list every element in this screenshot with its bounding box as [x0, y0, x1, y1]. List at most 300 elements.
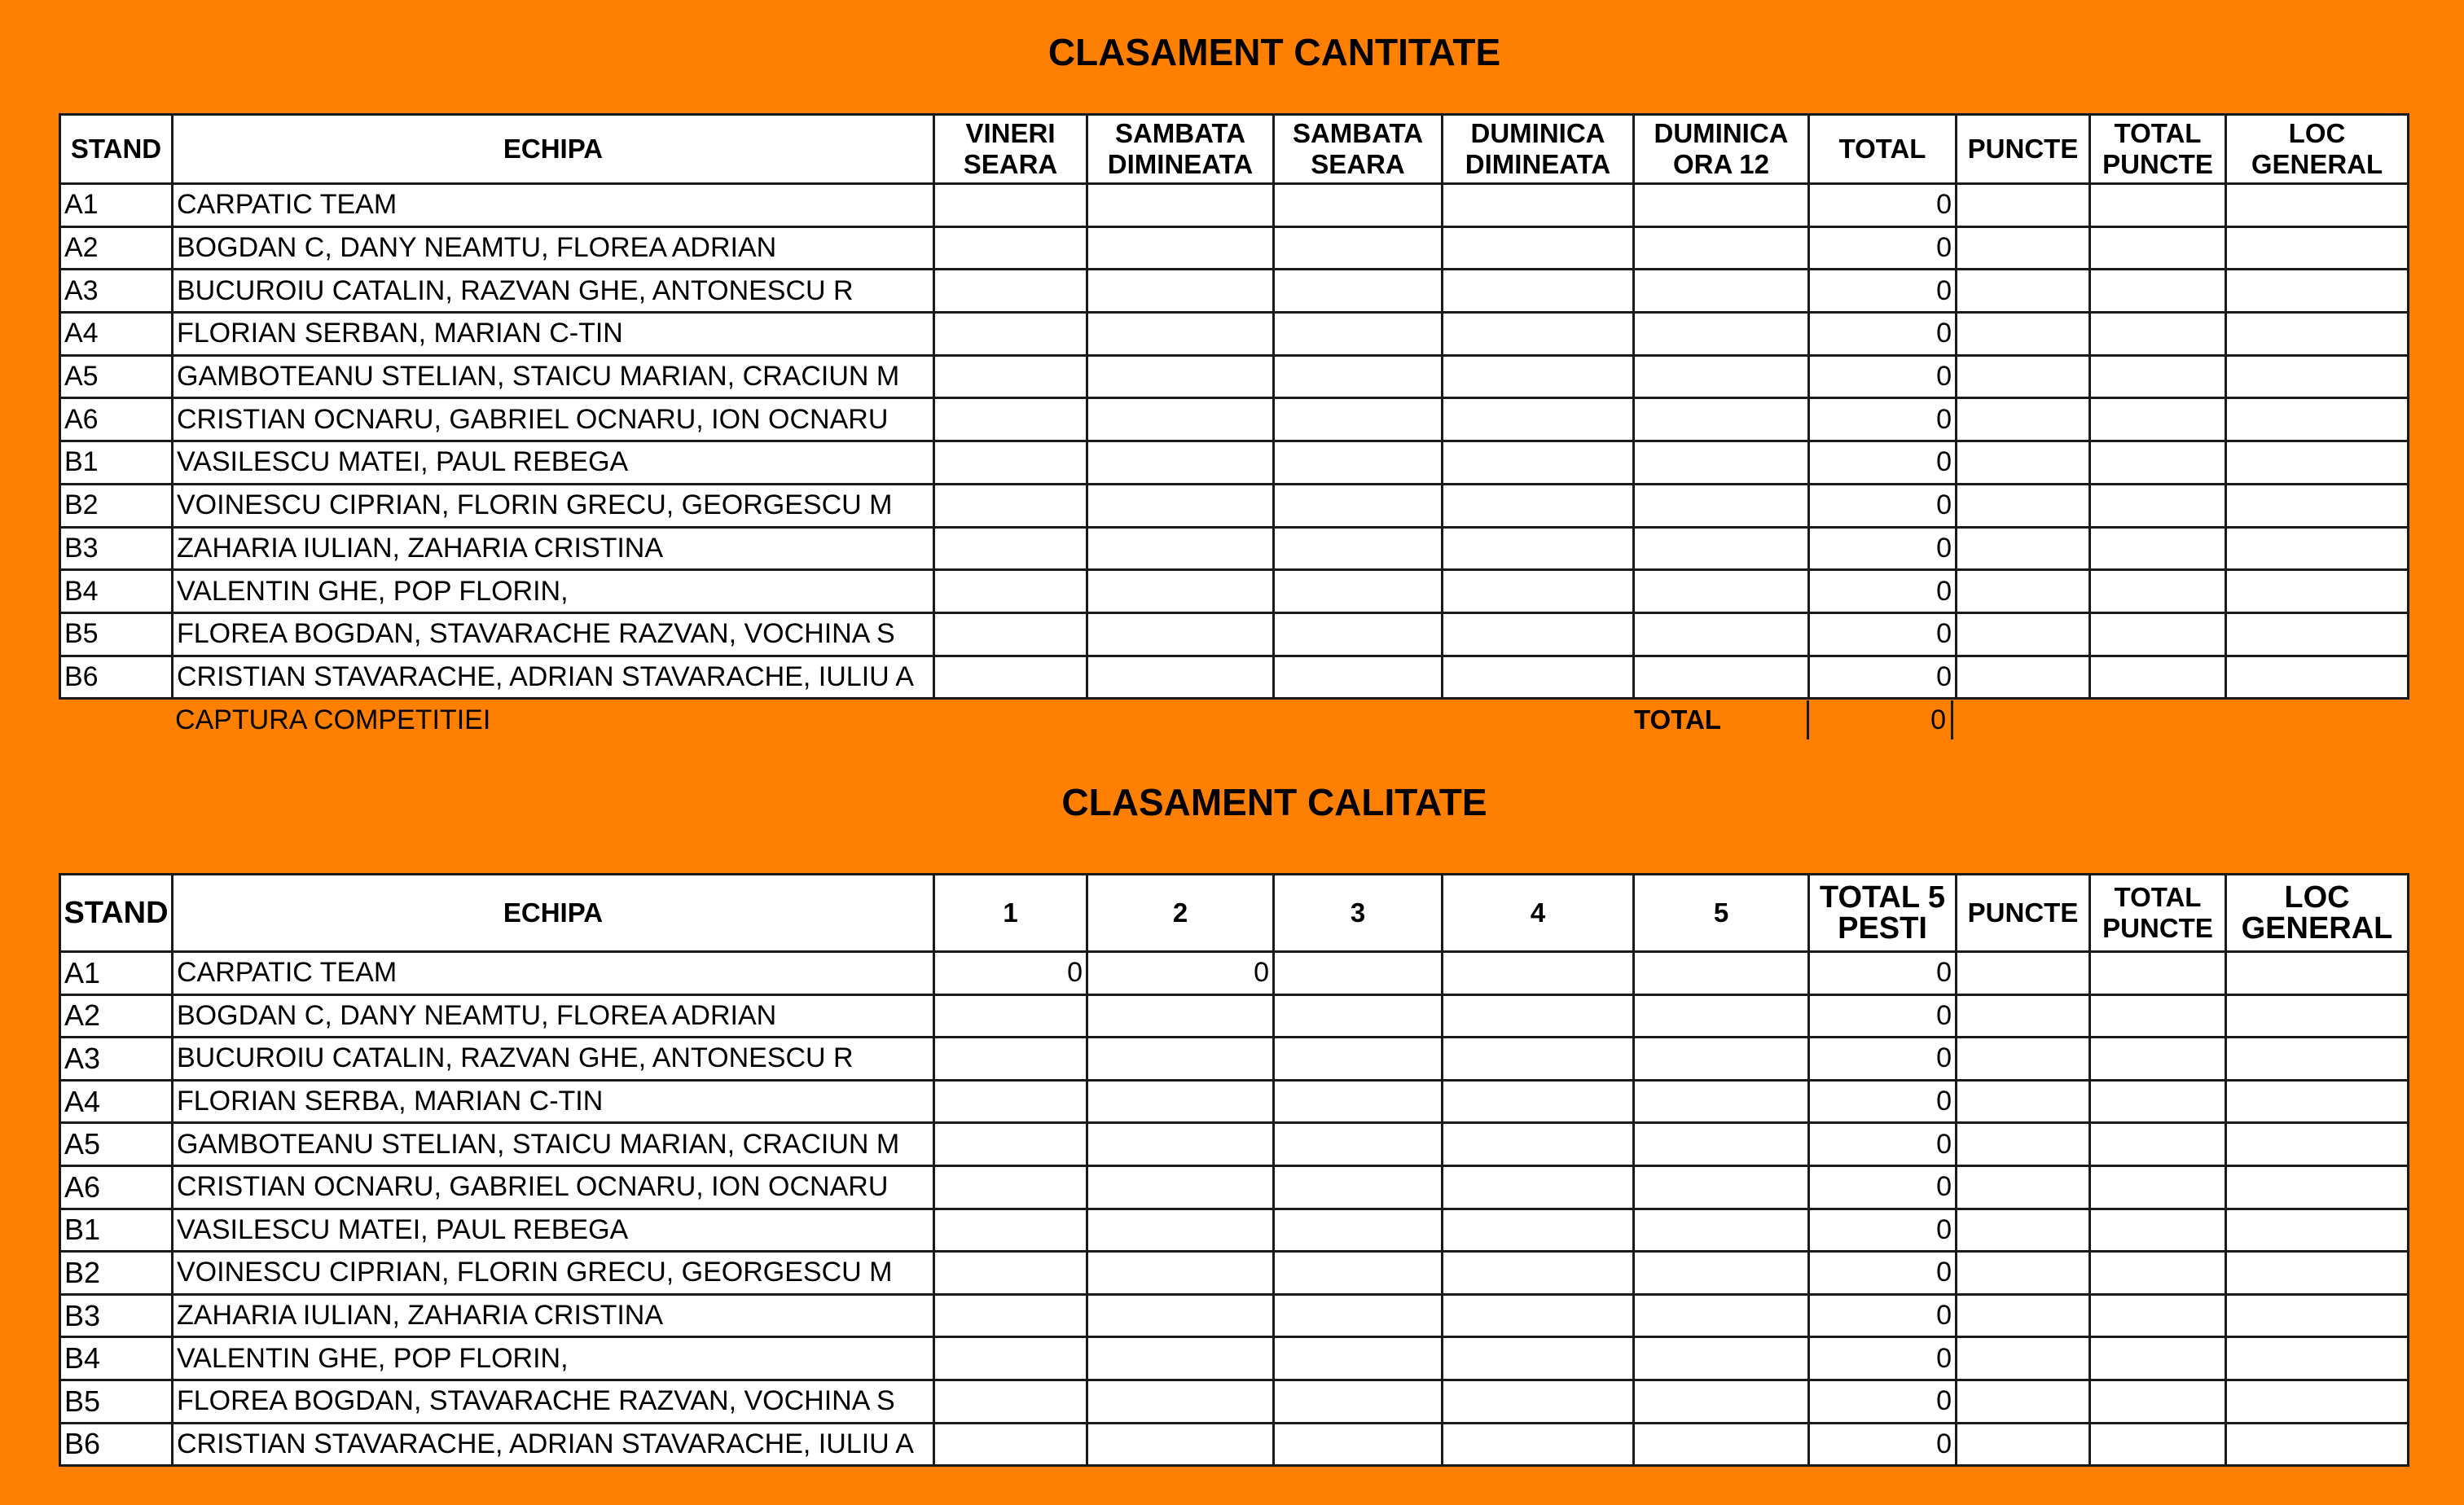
stand-cell: B5 [60, 1380, 173, 1423]
cell-total_points [2090, 1294, 2226, 1337]
cell-sat_evening [1274, 570, 1443, 613]
cell-sat_evening [1274, 184, 1443, 227]
cell-place [2226, 484, 2409, 527]
stand-cell: A3 [60, 270, 173, 313]
cell-total: 0 [1809, 1165, 1957, 1209]
cell-fri_evening [934, 441, 1087, 485]
team-cell: VASILESCU MATEI, PAUL REBEGA [173, 441, 934, 485]
cell-c1 [934, 1209, 1087, 1252]
cell-sun_morning [1443, 313, 1634, 356]
team-cell: BUCUROIU CATALIN, RAZVAN GHE, ANTONESCU R [173, 270, 934, 313]
header-stand: STAND [60, 115, 173, 184]
cell-place [2226, 1252, 2409, 1295]
cell-total_points [2090, 270, 2226, 313]
team-cell: BUCUROIU CATALIN, RAZVAN GHE, ANTONESCU R [173, 1038, 934, 1081]
cell-fri_evening [934, 570, 1087, 613]
cell-sun_morning [1443, 570, 1634, 613]
cell-sun_noon [1634, 656, 1809, 699]
team-cell: ZAHARIA IULIAN, ZAHARIA CRISTINA [173, 527, 934, 570]
team-cell: FLORIAN SERBAN, MARIAN C-TIN [173, 313, 934, 356]
cell-total: 0 [1809, 441, 1957, 485]
team-cell: CRISTIAN OCNARU, GABRIEL OCNARU, ION OCNARU [173, 398, 934, 441]
cell-place [2226, 1380, 2409, 1423]
cell-c4 [1443, 1423, 1634, 1466]
stand-cell: B2 [60, 484, 173, 527]
cell-place [2226, 355, 2409, 398]
cell-total_points [2090, 398, 2226, 441]
header-total: TOTAL [1809, 115, 1957, 184]
cell-total_points [2090, 484, 2226, 527]
cell-c5 [1634, 994, 1809, 1038]
cell-sat_morning [1087, 441, 1274, 485]
cell-sat_evening [1274, 355, 1443, 398]
cell-place [2226, 398, 2409, 441]
cell-total_points [2090, 952, 2226, 995]
header-points: PUNCTE [1957, 115, 2090, 184]
cell-sat_morning [1087, 656, 1274, 699]
cell-total_points [2090, 527, 2226, 570]
cell-place [2226, 570, 2409, 613]
quality-table-body [60, 952, 2409, 1466]
cell-fri_evening [934, 527, 1087, 570]
team-cell: BOGDAN C, DANY NEAMTU, FLOREA ADRIAN [173, 994, 934, 1038]
cell-c2 [1087, 1209, 1274, 1252]
cell-c4 [1443, 1209, 1634, 1252]
cell-c4 [1443, 1337, 1634, 1380]
stand-cell: B3 [60, 1294, 173, 1337]
cell-c2 [1087, 1294, 1274, 1337]
stand-cell: B5 [60, 612, 173, 656]
header-team: ECHIPA [173, 115, 934, 184]
team-cell: BOGDAN C, DANY NEAMTU, FLOREA ADRIAN [173, 226, 934, 270]
stand-cell: A5 [60, 355, 173, 398]
cell-total: 0 [1809, 570, 1957, 613]
cell-points [1957, 484, 2090, 527]
cell-sat_evening [1274, 441, 1443, 485]
table-row [60, 1337, 2409, 1380]
cell-points [1957, 1380, 2090, 1423]
cell-sat_evening [1274, 484, 1443, 527]
cell-place [2226, 1209, 2409, 1252]
cell-total: 0 [1809, 952, 1957, 995]
cell-points [1957, 1165, 2090, 1209]
cell-c3 [1274, 1123, 1443, 1166]
cell-total_points [2090, 1423, 2226, 1466]
cell-c1 [934, 1380, 1087, 1423]
cell-sun_noon [1634, 527, 1809, 570]
cell-place [2226, 226, 2409, 270]
cell-sat_evening [1274, 527, 1443, 570]
cell-c3 [1274, 1252, 1443, 1295]
cell-points [1957, 270, 2090, 313]
cell-c3 [1274, 1294, 1443, 1337]
table-row [60, 612, 2409, 656]
cell-fri_evening [934, 226, 1087, 270]
stand-cell: A6 [60, 1165, 173, 1209]
cell-c1 [934, 1038, 1087, 1081]
stand-cell: A4 [60, 1080, 173, 1123]
cell-sat_evening [1274, 270, 1443, 313]
cell-c5 [1634, 1294, 1809, 1337]
cell-sun_morning [1443, 656, 1634, 699]
team-cell: CRISTIAN STAVARACHE, ADRIAN STAVARACHE, IULIU A [173, 656, 934, 699]
cell-points [1957, 1123, 2090, 1166]
cell-total: 0 [1809, 1337, 1957, 1380]
cell-place [2226, 1038, 2409, 1081]
cell-c1 [934, 1294, 1087, 1337]
stand-cell: A4 [60, 313, 173, 356]
cell-c4 [1443, 952, 1634, 995]
cell-c2 [1087, 1165, 1274, 1209]
cell-total_points [2090, 184, 2226, 227]
stand-cell: A6 [60, 398, 173, 441]
header-overall-place: LOC GENERAL [2226, 115, 2409, 184]
cell-points [1957, 1252, 2090, 1295]
stand-cell: B3 [60, 527, 173, 570]
cell-c5 [1634, 1380, 1809, 1423]
cell-sun_morning [1443, 226, 1634, 270]
team-cell: GAMBOTEANU STELIAN, STAICU MARIAN, CRACIUN M [173, 1123, 934, 1166]
table-header-row [60, 875, 2409, 952]
team-cell: VALENTIN GHE, POP FLORIN, [173, 1337, 934, 1380]
table-row [60, 952, 2409, 995]
stand-cell: B1 [60, 1209, 173, 1252]
cell-fri_evening [934, 656, 1087, 699]
cell-c1: 0 [934, 952, 1087, 995]
cell-total_points [2090, 313, 2226, 356]
cell-total: 0 [1809, 270, 1957, 313]
stand-cell: B6 [60, 1423, 173, 1466]
stand-cell: B6 [60, 656, 173, 699]
table-row [60, 226, 2409, 270]
cell-fri_evening [934, 184, 1087, 227]
cell-c2 [1087, 1038, 1274, 1081]
stand-cell: A3 [60, 1038, 173, 1081]
quality-ranking-title: CLASAMENT CALITATE [1061, 781, 1487, 823]
cell-total_points [2090, 994, 2226, 1038]
stand-cell: A2 [60, 226, 173, 270]
cell-c2 [1087, 994, 1274, 1038]
cell-sat_evening [1274, 398, 1443, 441]
cell-fri_evening [934, 484, 1087, 527]
cell-sun_noon [1634, 612, 1809, 656]
cell-total_points [2090, 355, 2226, 398]
cell-c1 [934, 1165, 1087, 1209]
cell-sat_evening [1274, 656, 1443, 699]
cell-c1 [934, 994, 1087, 1038]
cell-total: 0 [1809, 1423, 1957, 1466]
quality-ranking-table [59, 873, 2409, 1467]
cell-sun_morning [1443, 398, 1634, 441]
cell-c3 [1274, 1209, 1443, 1252]
cell-points [1957, 1209, 2090, 1252]
cell-c2 [1087, 1380, 1274, 1423]
cell-sat_morning [1087, 226, 1274, 270]
cell-c3 [1274, 952, 1443, 995]
cell-sun_morning [1443, 441, 1634, 485]
team-cell: ZAHARIA IULIAN, ZAHARIA CRISTINA [173, 1294, 934, 1337]
cell-c3 [1274, 1337, 1443, 1380]
cell-sun_noon [1634, 270, 1809, 313]
cell-points [1957, 313, 2090, 356]
cell-c3 [1274, 1165, 1443, 1209]
cell-c1 [934, 1080, 1087, 1123]
cell-total: 0 [1809, 226, 1957, 270]
cell-c3 [1274, 1038, 1443, 1081]
cell-points [1957, 184, 2090, 227]
cell-total: 0 [1809, 1209, 1957, 1252]
stand-cell: B2 [60, 1252, 173, 1295]
cell-c5 [1634, 1080, 1809, 1123]
cell-total: 0 [1809, 313, 1957, 356]
cell-total: 0 [1809, 994, 1957, 1038]
team-cell: VALENTIN GHE, POP FLORIN, [173, 570, 934, 613]
cell-total: 0 [1809, 1294, 1957, 1337]
header-sunday-noon: DUMINICA ORA 12 [1634, 115, 1809, 184]
cell-points [1957, 355, 2090, 398]
cell-sun_morning [1443, 612, 1634, 656]
cell-place [2226, 1423, 2409, 1466]
team-cell: GAMBOTEANU STELIAN, STAICU MARIAN, CRACIUN M [173, 355, 934, 398]
cell-fri_evening [934, 355, 1087, 398]
header-fish-2: 2 [1087, 875, 1274, 952]
table-row [60, 313, 2409, 356]
cell-points [1957, 656, 2090, 699]
cell-c2 [1087, 1252, 1274, 1295]
cell-c4 [1443, 1123, 1634, 1166]
cell-c4 [1443, 1380, 1634, 1423]
cell-place [2226, 1294, 2409, 1337]
cell-sun_morning [1443, 484, 1634, 527]
cell-total: 0 [1809, 1080, 1957, 1123]
cell-total: 0 [1809, 398, 1957, 441]
team-cell: CARPATIC TEAM [173, 184, 934, 227]
cell-total_points [2090, 226, 2226, 270]
cell-c4 [1443, 1294, 1634, 1337]
team-cell: CRISTIAN STAVARACHE, ADRIAN STAVARACHE, IULIU A [173, 1423, 934, 1466]
table-header-row [60, 115, 2409, 184]
cell-sat_morning [1087, 612, 1274, 656]
table-row [60, 270, 2409, 313]
stand-cell: A5 [60, 1123, 173, 1166]
table-row [60, 994, 2409, 1038]
header-sunday-morning: DUMINICA DIMINEATA [1443, 115, 1634, 184]
table-row [60, 184, 2409, 227]
table-row [60, 1038, 2409, 1081]
stand-cell: B1 [60, 441, 173, 485]
table-row [60, 570, 2409, 613]
cell-c1 [934, 1337, 1087, 1380]
header-total-points: TOTAL PUNCTE [2090, 875, 2226, 952]
cell-place [2226, 184, 2409, 227]
team-cell: VOINESCU CIPRIAN, FLORIN GRECU, GEORGESCU M [173, 484, 934, 527]
header-fish-5: 5 [1634, 875, 1809, 952]
team-cell: FLORIAN SERBA, MARIAN C-TIN [173, 1080, 934, 1123]
quantity-table-body [60, 184, 2409, 699]
cell-sat_evening [1274, 612, 1443, 656]
cell-sat_evening [1274, 313, 1443, 356]
header-fish-3: 3 [1274, 875, 1443, 952]
cell-sat_morning [1087, 570, 1274, 613]
cell-c1 [934, 1252, 1087, 1295]
competition-total-label: TOTAL [1634, 704, 1721, 735]
table-row [60, 1252, 2409, 1295]
cell-c2 [1087, 1080, 1274, 1123]
cell-c3 [1274, 1080, 1443, 1123]
stand-cell: A1 [60, 184, 173, 227]
cell-sat_morning [1087, 270, 1274, 313]
cell-c5 [1634, 1123, 1809, 1166]
competition-total-value: 0 [1807, 700, 1953, 739]
cell-c5 [1634, 1209, 1809, 1252]
cell-sat_morning [1087, 313, 1274, 356]
cell-c4 [1443, 1165, 1634, 1209]
header-overall-place: LOC GENERAL [2226, 875, 2409, 952]
table-row [60, 1123, 2409, 1166]
cell-total_points [2090, 612, 2226, 656]
cell-points [1957, 612, 2090, 656]
cell-sun_morning [1443, 270, 1634, 313]
cell-sun_morning [1443, 184, 1634, 227]
cell-total_points [2090, 1038, 2226, 1081]
team-cell: FLOREA BOGDAN, STAVARACHE RAZVAN, VOCHINA S [173, 1380, 934, 1423]
cell-points [1957, 1294, 2090, 1337]
cell-c2 [1087, 1423, 1274, 1466]
cell-total_points [2090, 656, 2226, 699]
table-row [60, 441, 2409, 485]
cell-total: 0 [1809, 656, 1957, 699]
table-row [60, 1165, 2409, 1209]
header-fish-4: 4 [1443, 875, 1634, 952]
table-row [60, 1423, 2409, 1466]
cell-sat_morning [1087, 484, 1274, 527]
cell-place [2226, 1123, 2409, 1166]
cell-sat_morning [1087, 398, 1274, 441]
cell-sun_morning [1443, 355, 1634, 398]
cell-sun_morning [1443, 527, 1634, 570]
cell-place [2226, 1080, 2409, 1123]
cell-fri_evening [934, 398, 1087, 441]
cell-total_points [2090, 1252, 2226, 1295]
cell-total_points [2090, 1337, 2226, 1380]
header-total-points: TOTAL PUNCTE [2090, 115, 2226, 184]
cell-points [1957, 952, 2090, 995]
table-row [60, 355, 2409, 398]
cell-sun_noon [1634, 484, 1809, 527]
team-cell: VASILESCU MATEI, PAUL REBEGA [173, 1209, 934, 1252]
team-cell: CRISTIAN OCNARU, GABRIEL OCNARU, ION OCNARU [173, 1165, 934, 1209]
cell-sat_morning [1087, 184, 1274, 227]
cell-c5 [1634, 952, 1809, 995]
cell-points [1957, 570, 2090, 613]
cell-fri_evening [934, 270, 1087, 313]
table-row [60, 1080, 2409, 1123]
cell-place [2226, 270, 2409, 313]
cell-place [2226, 994, 2409, 1038]
header-saturday-evening: SAMBATA SEARA [1274, 115, 1443, 184]
cell-points [1957, 226, 2090, 270]
cell-sun_noon [1634, 398, 1809, 441]
team-cell: FLOREA BOGDAN, STAVARACHE RAZVAN, VOCHINA S [173, 612, 934, 656]
header-total-5-fish: TOTAL 5 PESTI [1809, 875, 1957, 952]
stand-cell: A1 [60, 952, 173, 995]
cell-c4 [1443, 1038, 1634, 1081]
cell-points [1957, 994, 2090, 1038]
cell-total: 0 [1809, 1252, 1957, 1295]
cell-total_points [2090, 1209, 2226, 1252]
cell-place [2226, 612, 2409, 656]
cell-points [1957, 527, 2090, 570]
cell-total_points [2090, 1380, 2226, 1423]
table-row [60, 398, 2409, 441]
cell-c3 [1274, 1380, 1443, 1423]
cell-total: 0 [1809, 612, 1957, 656]
table-row [60, 1380, 2409, 1423]
cell-c3 [1274, 1423, 1443, 1466]
cell-c1 [934, 1123, 1087, 1166]
cell-points [1957, 1423, 2090, 1466]
cell-place [2226, 952, 2409, 995]
header-points: PUNCTE [1957, 875, 2090, 952]
cell-total: 0 [1809, 1123, 1957, 1166]
table-row [60, 527, 2409, 570]
cell-c4 [1443, 1080, 1634, 1123]
cell-sat_morning [1087, 355, 1274, 398]
cell-total: 0 [1809, 1380, 1957, 1423]
cell-points [1957, 1038, 2090, 1081]
cell-total_points [2090, 1165, 2226, 1209]
stand-cell: B4 [60, 570, 173, 613]
cell-total_points [2090, 1123, 2226, 1166]
header-friday-evening: VINERI SEARA [934, 115, 1087, 184]
cell-place [2226, 656, 2409, 699]
cell-sat_morning [1087, 527, 1274, 570]
cell-c4 [1443, 1252, 1634, 1295]
cell-sat_evening [1274, 226, 1443, 270]
cell-fri_evening [934, 612, 1087, 656]
cell-c3 [1274, 994, 1443, 1038]
cell-place [2226, 313, 2409, 356]
header-stand: STAND [60, 875, 173, 952]
table-row [60, 484, 2409, 527]
cell-c5 [1634, 1337, 1809, 1380]
cell-sun_noon [1634, 355, 1809, 398]
cell-points [1957, 1337, 2090, 1380]
cell-sun_noon [1634, 313, 1809, 356]
quantity-ranking-table [59, 113, 2409, 700]
cell-c1 [934, 1423, 1087, 1466]
cell-total_points [2090, 570, 2226, 613]
cell-c5 [1634, 1038, 1809, 1081]
table-row [60, 656, 2409, 699]
cell-c2 [1087, 1337, 1274, 1380]
header-fish-1: 1 [934, 875, 1087, 952]
cell-total: 0 [1809, 355, 1957, 398]
cell-total: 0 [1809, 527, 1957, 570]
cell-c5 [1634, 1423, 1809, 1466]
cell-place [2226, 441, 2409, 485]
cell-c5 [1634, 1252, 1809, 1295]
cell-points [1957, 1080, 2090, 1123]
cell-sun_noon [1634, 441, 1809, 485]
competition-catch-label: CAPTURA COMPETITIEI [175, 704, 491, 735]
cell-points [1957, 441, 2090, 485]
team-cell: CARPATIC TEAM [173, 952, 934, 995]
stand-cell: A2 [60, 994, 173, 1038]
cell-sun_noon [1634, 570, 1809, 613]
cell-total: 0 [1809, 484, 1957, 527]
cell-c4 [1443, 994, 1634, 1038]
